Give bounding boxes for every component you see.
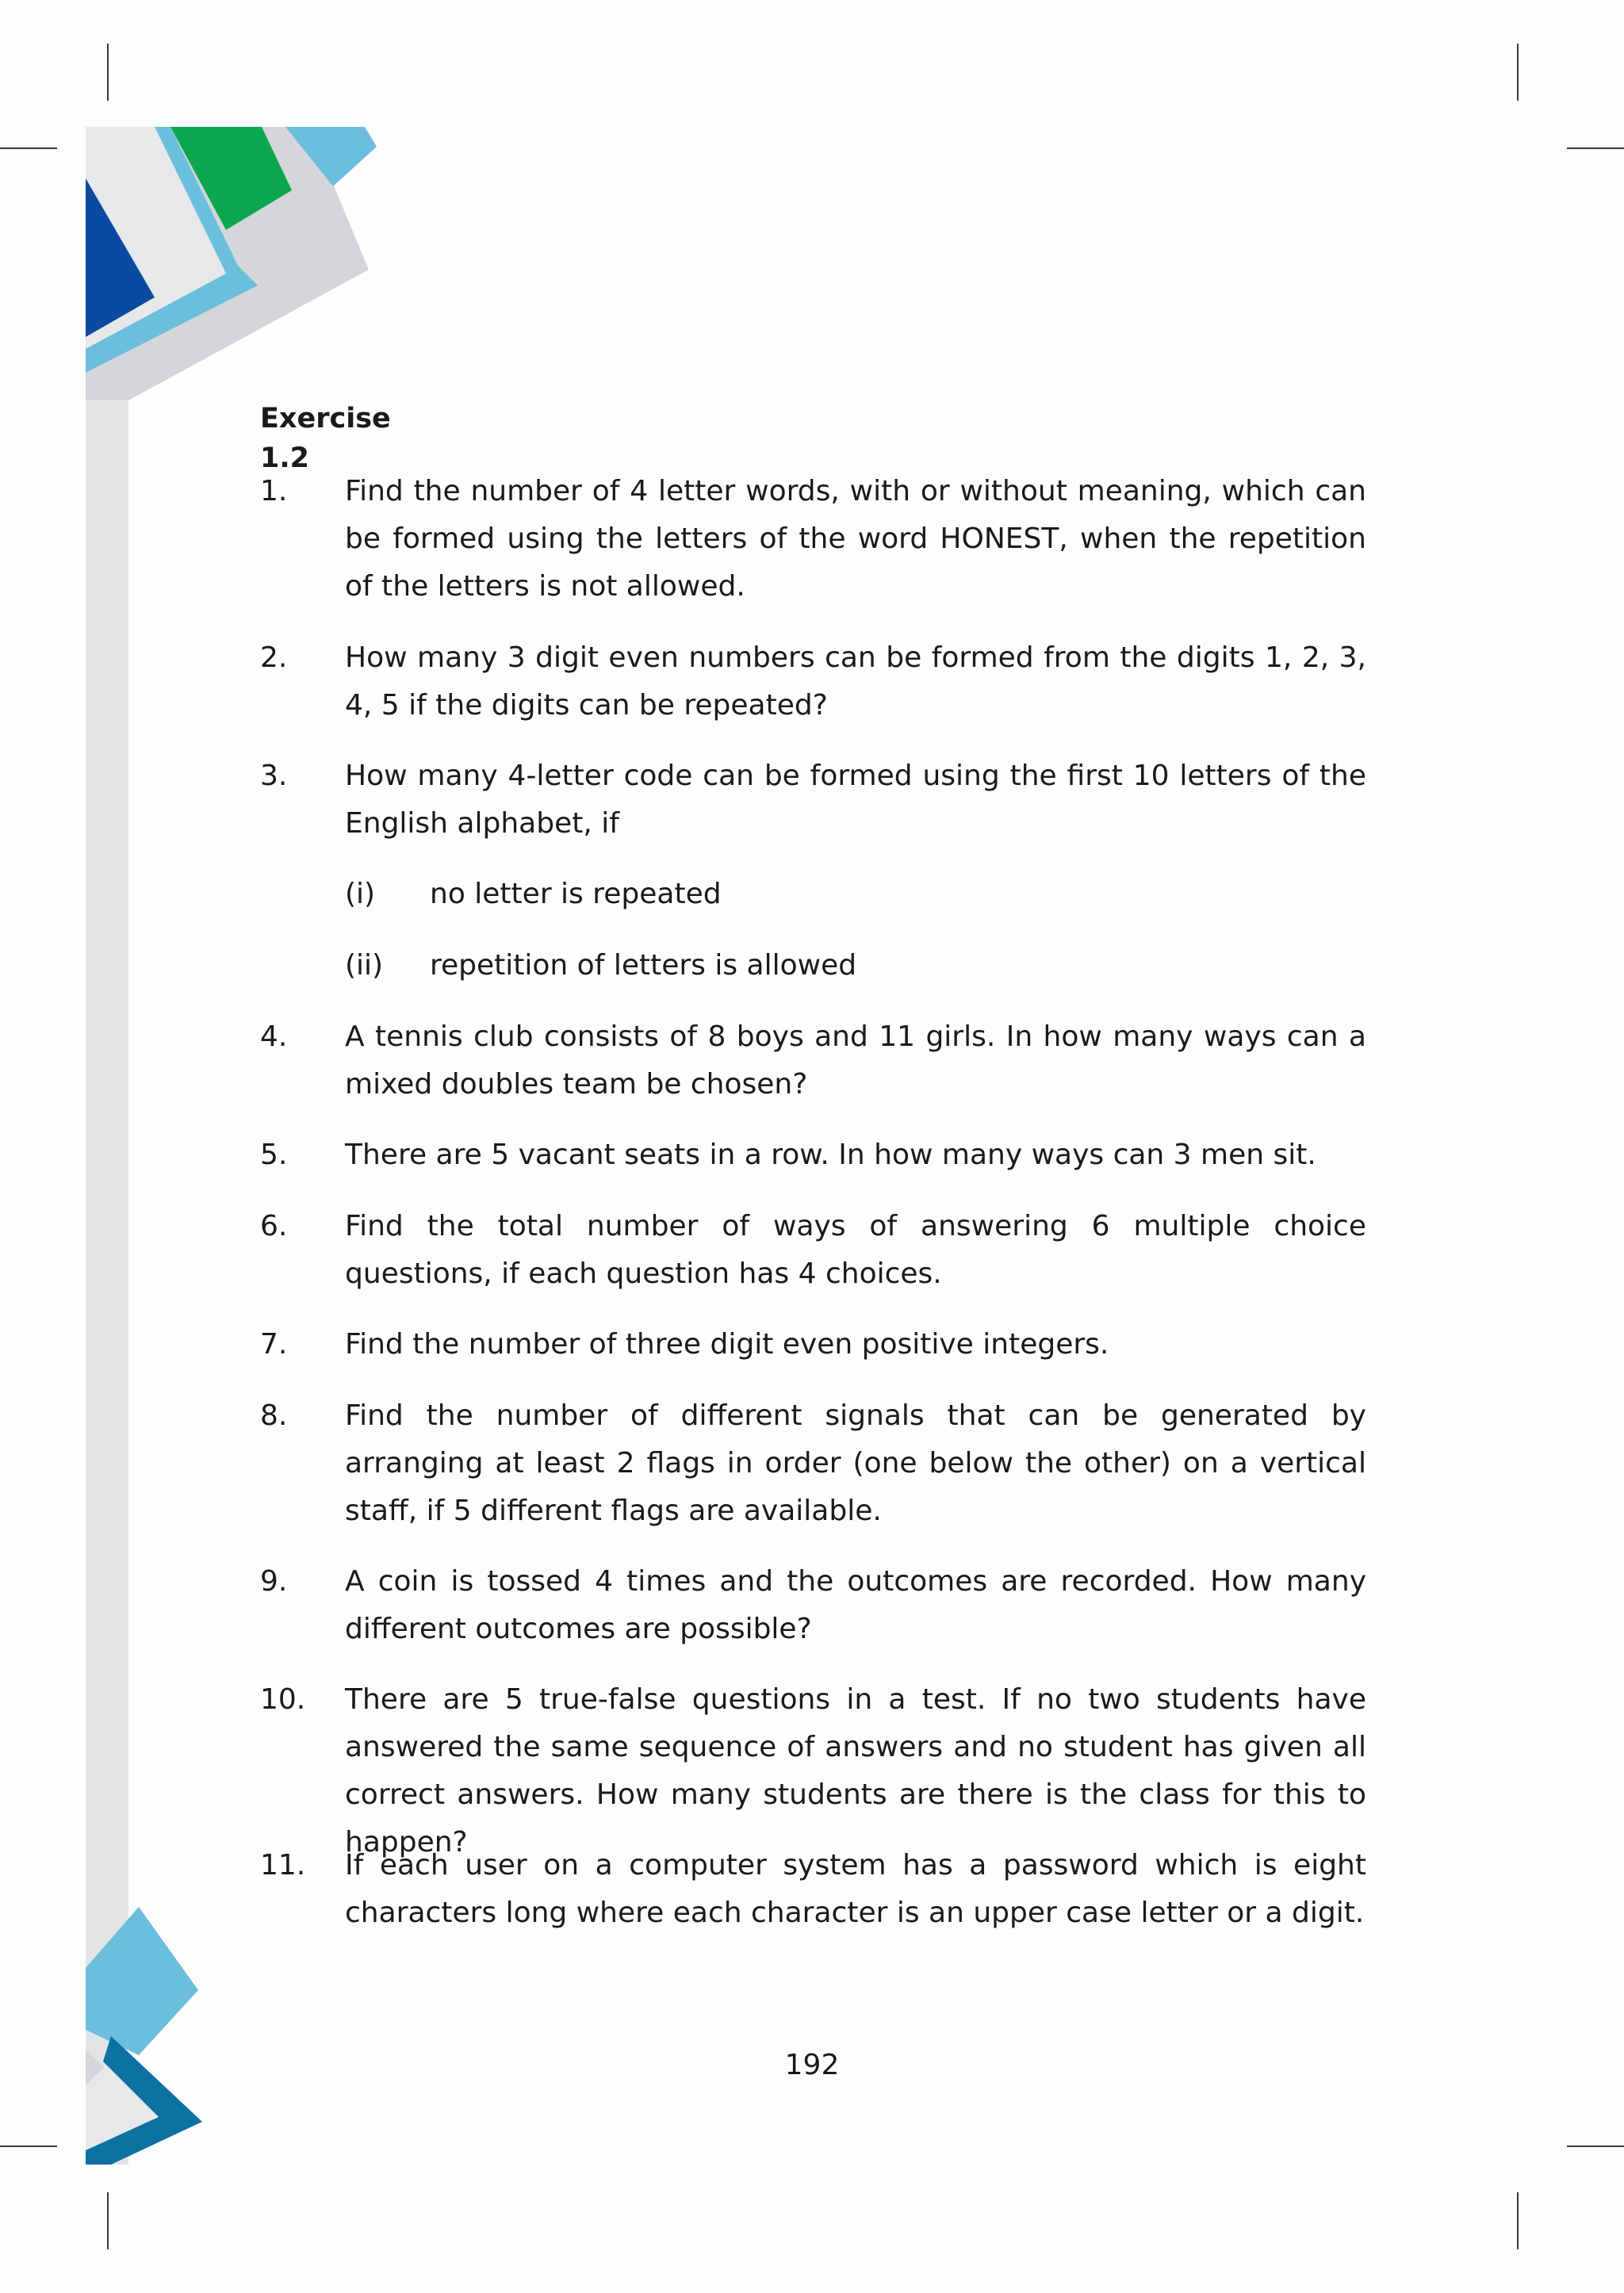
question-text: How many 4-letter code can be formed using the first 10 letters of the English alphabet, if xyxy=(345,760,1366,840)
question-text: Find the number of 4 letter words, with or without meaning, which can be formed using the letters of the word HONEST, when the repetition of the letters is not allowed. xyxy=(345,475,1366,603)
sub-item-text: repetition of letters is allowed xyxy=(430,949,857,982)
question-number: 7. xyxy=(260,1328,288,1361)
question-number: 6. xyxy=(260,1210,288,1242)
question-text: A coin is tossed 4 times and the outcomes are recorded. How many different outcomes are possible? xyxy=(345,1565,1366,1645)
question-text: There are 5 true-false questions in a test. If no two students have answered the same sequence of answers and no student has given all correct answers. How many students are there is the class for this to happen? xyxy=(345,1683,1366,1859)
question-text: There are 5 vacant seats in a row. In how many ways can 3 men sit. xyxy=(345,1139,1316,1171)
question-number: 5. xyxy=(260,1139,288,1171)
question-text: A tennis club consists of 8 boys and 11 girls. In how many ways can a mixed doubles team be chosen? xyxy=(345,1020,1366,1101)
left-grey-bar xyxy=(86,127,128,2165)
question-number: 11. xyxy=(260,1849,306,1881)
sub-item-number: (i) xyxy=(345,878,376,910)
question-number: 8. xyxy=(260,1399,288,1432)
question-text: How many 3 digit even numbers can be formed from the digits 1, 2, 3, 4, 5 if the digits can be repeated? xyxy=(345,641,1366,722)
question-text: Find the number of different signals that can be generated by arranging at least 2 flags in order (one below the other) on a vertical staff, if 5 different flags are available. xyxy=(345,1399,1366,1527)
exercise-title: Exercise 1.2 xyxy=(260,403,391,474)
sub-item-text: no letter is repeated xyxy=(430,878,722,910)
question-text: Find the total number of ways of answering 6 multiple choice questions, if each question has 4 choices. xyxy=(345,1210,1366,1290)
question-number: 3. xyxy=(260,760,288,792)
page-number: 192 xyxy=(784,2049,840,2081)
question-number: 4. xyxy=(260,1020,288,1053)
sub-item-number: (ii) xyxy=(345,949,384,982)
question-text: Find the number of three digit even positive integers. xyxy=(345,1328,1109,1361)
question-number: 1. xyxy=(260,475,288,507)
question-number: 10. xyxy=(260,1683,306,1716)
question-text: If each user on a computer system has a password which is eight characters long where each character is an upper case letter or a digit. xyxy=(345,1849,1366,1929)
question-number: 9. xyxy=(260,1565,288,1598)
question-number: 2. xyxy=(260,641,288,674)
